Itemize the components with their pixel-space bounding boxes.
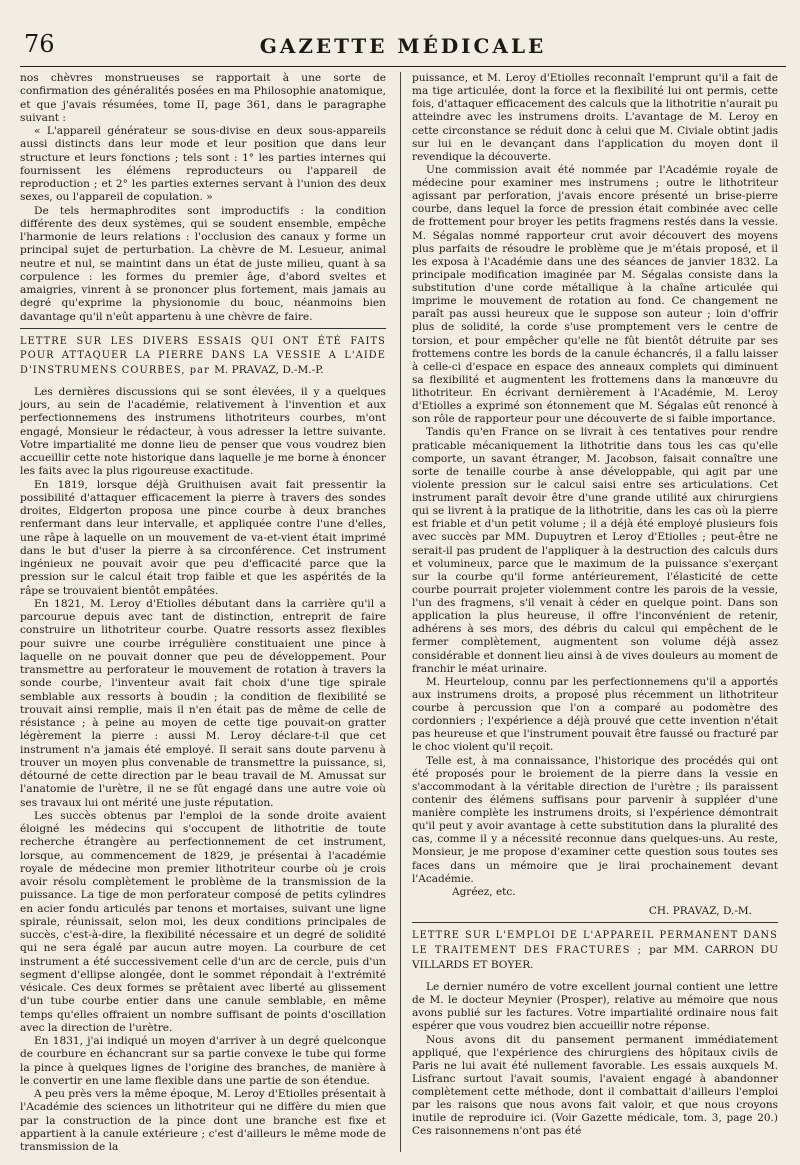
article-paragraph: M. Heurteloup, connu par les perfectionnemens qu'il a apportés aux instrumens droits, a proposé plus récemment un lithotriteur courbe à percussion que l'on a comparé au podomètre des cordonniers ; l'expérience a déjà prouvé que cette invention n'était pas heureuse et que l'instrument pouvait être faussé ou fracturé par le choc violent qu'il reçoit. (412, 675, 778, 754)
article-heading-text: LETTRE SUR LES DIVERS ESSAIS QUI ONT ÉTÉ FAITS POUR ATTAQUER LA PIERRE DANS LA VESSIE A L'AIDE D'INSTRUMENS COURBES, par (20, 335, 386, 376)
header-rule (20, 66, 786, 67)
article2-heading-text: LETTRE SUR L'EMPLOI DE L'APPAREIL PERMANENT DANS LE TRAITEMENT DES FRACTURES ; (412, 930, 778, 956)
section-separator (412, 922, 778, 923)
article-paragraph: Une commission avait été nommée par l'Académie royale de médecine pour examiner mes instrumens ; outre le lithotriteur agissant par perforation, j'avais encore présenté un brise-pierre courbe, dans lequel la force de pression était combinée avec celle de frottement pour broyer les petits fragmens restés dans la vessie. M. Ségalas nommé rapporteur crut avoir découvert des moyens plus parfaits de résoudre le problème que je m'étais proposé, et il les exposa à l'Académie dans une des séances de janvier 1832. La principale modification imaginée par M. Ségalas consiste dans la substitution d'une corde métallique à la chaîne articulée qui imprime le mouvement de rotation au fond. Ce changement ne paraît pas aussi heureux que le suppose son auteur ; loin d'offrir plus de solidité, la corde s'use promptement vers le centre de torsion, et pour empêcher qu'elle ne fût bientôt détruite par ses frottemens contre les bords de la canule échancrés, il a fallu laisser à celle-ci d'espace en espace des anneaux complets qui diminuent sa flexibilité et augmentent les frottemens dans la manœuvre du lithotriteur. En écrivant dernièrement à l'Académie, M. Leroy d'Etiolles a exprimé son étonnement que M. Ségalas eût renoncé à son rôle de rapporteur pour une découverte de si faible importance. (412, 163, 778, 426)
article-author: M. PRAVAZ, D.-M.-P. (214, 363, 324, 376)
running-title: GAZETTE MÉDICALE (259, 34, 547, 58)
article-paragraph: Les dernières discussions qui se sont élevées, il y a quelques jours, au sein de l'académie, relativement à l'invention et aux perfectionnemens des instrumens lithotriteurs courbes, m'ont engagé, Monsieur le rédacteur, à vous adresser la lettre suivante. Votre impartialité me donne lieu de penser que vous voudrez bien accueillir cette note historique dans laquelle je me borne à énoncer les faits avec la plus rigoureuse exactitude. (20, 385, 386, 478)
intro-paragraph: nos chèvres monstrueuses se rapportait à une sorte de confirmation des généralités posées en ma Philosophie anatomique, et que j'avais résumées, tome II, page 361, dans le paragraphe suivant : (20, 72, 386, 124)
article-paragraph: En 1821, M. Leroy d'Etiolles débutant dans la carrière qu'il a parcourue depuis avec tant de distinction, entreprit de faire construire un lithotriteur courbe. Quatre ressorts assez flexibles pour suivre une courbe irrégulière constituaient une pince à laquelle on ne pouvait donner que peu de développement. Pour transmettre au perforateur le mouvement de rotation à travers la sonde courbe, l'inventeur avait fait choix d'une tige spirale semblable aux ressorts à boudin ; la condition de flexibilité se trouvait ainsi remplie, mais il n'en était pas de même de celle de résistance ; à peine au moyen de cette tige pouvait-on gratter légèrement la pierre : aussi M. Leroy déclare-t-il que cet instrument n'a jamais été employé. Il serait sans doute parvenu à trouver un moyen plus convenable de transmettre la puissance, si, détourné de cette direction par le beau travail de M. Amussat sur l'anatomie de l'urètre, il ne se fût engagé dans une autre voie où ses travaux lui ont mérité une juste réputation. (20, 597, 386, 809)
article2-paragraph: Le dernier numéro de votre excellent journal contient une lettre de M. le docteur Meynier (Prosper), relative au mémoire que nous avons publié sur les factures. Votre impartialité ordinaire nous fait espérer que vous voudrez bien accueillir notre réponse. (412, 981, 778, 1033)
page-header (24, 30, 782, 64)
article2-authors: par MM. CARRON DU VILLARDS ET BOYER. (412, 944, 778, 971)
intro-paragraph: « L'appareil générateur se sous-divise en deux sous-appareils aussi distincts dans leur mode et leur position que dans leur structure et leurs fonctions ; tels sont : 1° les parties internes qui fournissent les élémens reproducteurs ou l'appareil de reproduction ; et 2° les parties externes servant à l'union des deux sexes, ou l'appareil de copulation. » (20, 125, 386, 204)
column-divider (400, 72, 401, 1152)
signoff: Agréez, etc. (452, 885, 516, 898)
section-separator (20, 328, 386, 329)
article-paragraph: Tandis qu'en France on se livrait à ces tentatives pour rendre praticable mécaniquement la lithotritie dans tous les cas qu'elle comporte, un savant étranger, M. Jacobson, faisait connaître une sorte de tenaille courbe à anse développable, qui agit par une violente pression sur le calcul saisi entre ses articulations. Cet instrument paraît devoir être d'une grande utilité aux chirurgiens qui se livrent à la pratique de la lithotritie, dans les cas où la pierre est friable et d'un petit volume ; il a déjà été employé plusieurs fois avec succès par MM. Dupuytren et Leroy d'Etiolles ; peut-être ne serait-il pas prudent de l'appliquer à la destruction des calculs durs et volumineux, parce que le maximum de la puissance s'exerçant sur la courbe qu'il forme antérieurement, l'élasticité de cette courbe pourrait projeter violemment contre les parois de la vessie, l'un des fragmens, s'il venait à céder en quelque point. Dans son application la plus heureuse, il offre l'inconvénient de retenir, adhérens à ses mors, des débris du calcul qui empêchent de le fermer complètement, augmentent son volume déjà assez considérable et donnent lieu ainsi à de vives douleurs au moment de franchir le méat urinaire. (412, 426, 778, 675)
intro-paragraph: De tels hermaphrodites sont improductifs : la condition différente des deux systèmes, qui se soudent ensemble, empêche l'harmonie de leurs relations : l'occlusion des canaux y forme un principal sujet de perturbation. La chèvre de M. Lesueur, animal neutre et nul, se maintint dans un état de juste milieu, quant à sa corpulence : les formes du premier âge, d'abord sveltes et amaigries, vinrent à se prononcer plus fortement, mais jamais au degré qu'exprime la physionomie du bouc, néanmoins bien davantage qu'il n'eût appartenu à une chèvre de faire. (20, 204, 386, 323)
signature: CH. PRAVAZ, D.-M. (648, 904, 752, 917)
article-heading (20, 335, 386, 378)
article-paragraph: Telle est, à ma connaissance, l'historique des procédés qui ont été proposés pour le broiement de la pierre dans la vessie en s'accommodant à la véritable direction de l'urètre ; ils paraissent contenir des élémens suffisans pour parvenir à suppléer d'une manière complète les instrumens droits, si l'expérience démontrait qu'il peut y avoir avantage à cette substitution dans la pluralité des cas, comme il y a nécessité reconnue dans quelques-uns. Au reste, Monsieur, je me propose d'examiner cette question sous toutes ses faces dans un mémoire que je lirai prochainement devant l'Académie. (412, 754, 778, 885)
article-paragraph: En 1831, j'ai indiqué un moyen d'arriver à un degré quelconque de courbure en échancrant sur sa partie convexe le tube qui forme la pince à quelques lignes de l'origine des branches, de manière à le convertir en une lame flexible dans une partie de son étendue. (20, 1035, 386, 1087)
left-column (20, 72, 386, 1154)
article-paragraph: Les succès obtenus par l'emploi de la sonde droite avaient éloigné les médecins qui s'occupent de lithotritie de toute recherche étrangère au perfectionnement de cet instrument, lorsque, au commencement de 1829, je présentai à l'académie royale de médecine mon premier lithotriteur courbe où je crois avoir résolu complètement le problème de la transmission de la puissance. La tige de mon perforateur composé de petits cylindres en acier fondu articulés par tenons et mortaises, suivant une ligne spirale, réunissait, selon moi, les deux conditions principales de succès, c'est-à-dire, la flexibilité nécessaire et un degré de solidité qui ne sera égalé par aucun autre moyen. La courbure de cet instrument a été successivement celle d'un arc de cercle, puis d'un segment d'ellipse alongée, dont le sommet répondait à l'extrémité vésicale. Ces deux formes se prêtaient avec liberté au glissement d'un tube courbe entier dans une canule semblable, en même temps qu'elles offraient un nombre suffisant de points d'oscillation avec la direction de l'urètre. (20, 809, 386, 1034)
article-paragraph: puissance, et M. Leroy d'Etiolles reconnaît l'emprunt qu'il a fait de ma tige articulée, dont la force et la flexibilité lui ont permis, cette fois, d'attaquer efficacement des calculs que la lithotritie n'aurait pu atteindre avec les instrumens droits. L'avantage de M. Leroy en cette circonstance se réduit donc à celui que M. Civiale obtint jadis sur lui en le devançant dans l'application du moyen dont il revendique la découverte. (412, 72, 778, 163)
article2-paragraph: Nous avons dit du pansement permanent immédiatement appliqué, que l'expérience des chirurgiens des hôpitaux civils de Paris ne lui avait été nullement favorable. Les essais auxquels M. Lisfranc surtout l'avait soumis, l'avaient engagé à abandonner complètement cette méthode, dont il combattait d'ailleurs l'emploi par les raisons que nous avons fait valoir, et que nous croyons inutile de reproduire ici. (Voir Gazette médicale, tom. 3, page 20.) Ces raisonnemens n'ont pas été (412, 1033, 778, 1138)
right-column (412, 72, 778, 1139)
article2-heading (412, 929, 778, 973)
article-paragraph: A peu près vers la même époque, M. Leroy d'Etiolles présentait à l'Académie des sciences un lithotriteur qui ne diffère du mien que par la construction de la pince dont une branche est fixe et appartient à la canule extérieure ; c'est d'ailleurs le même mode de transmission de la (20, 1088, 386, 1153)
article-paragraph: En 1819, lorsque déjà Gruithuisen avait fait pressentir la possibilité d'attaquer efficacement la pierre à travers des sondes droites, Eldgerton proposa une pince courbe à deux branches renfermant dans leur intervalle, et appliquée contre l'une d'elles, une râpe à laquelle on un mouvement de va-et-vient était imprimé dans le but d'user la pierre à sa circonférence. Cet instrument ingénieux ne pouvait avoir que peu d'efficacité parce que la pression sur le calcul était trop faible et que les aspérités de la râpe se trouvaient bientôt empâtées. (20, 478, 386, 597)
page-number: 76 (24, 30, 55, 58)
